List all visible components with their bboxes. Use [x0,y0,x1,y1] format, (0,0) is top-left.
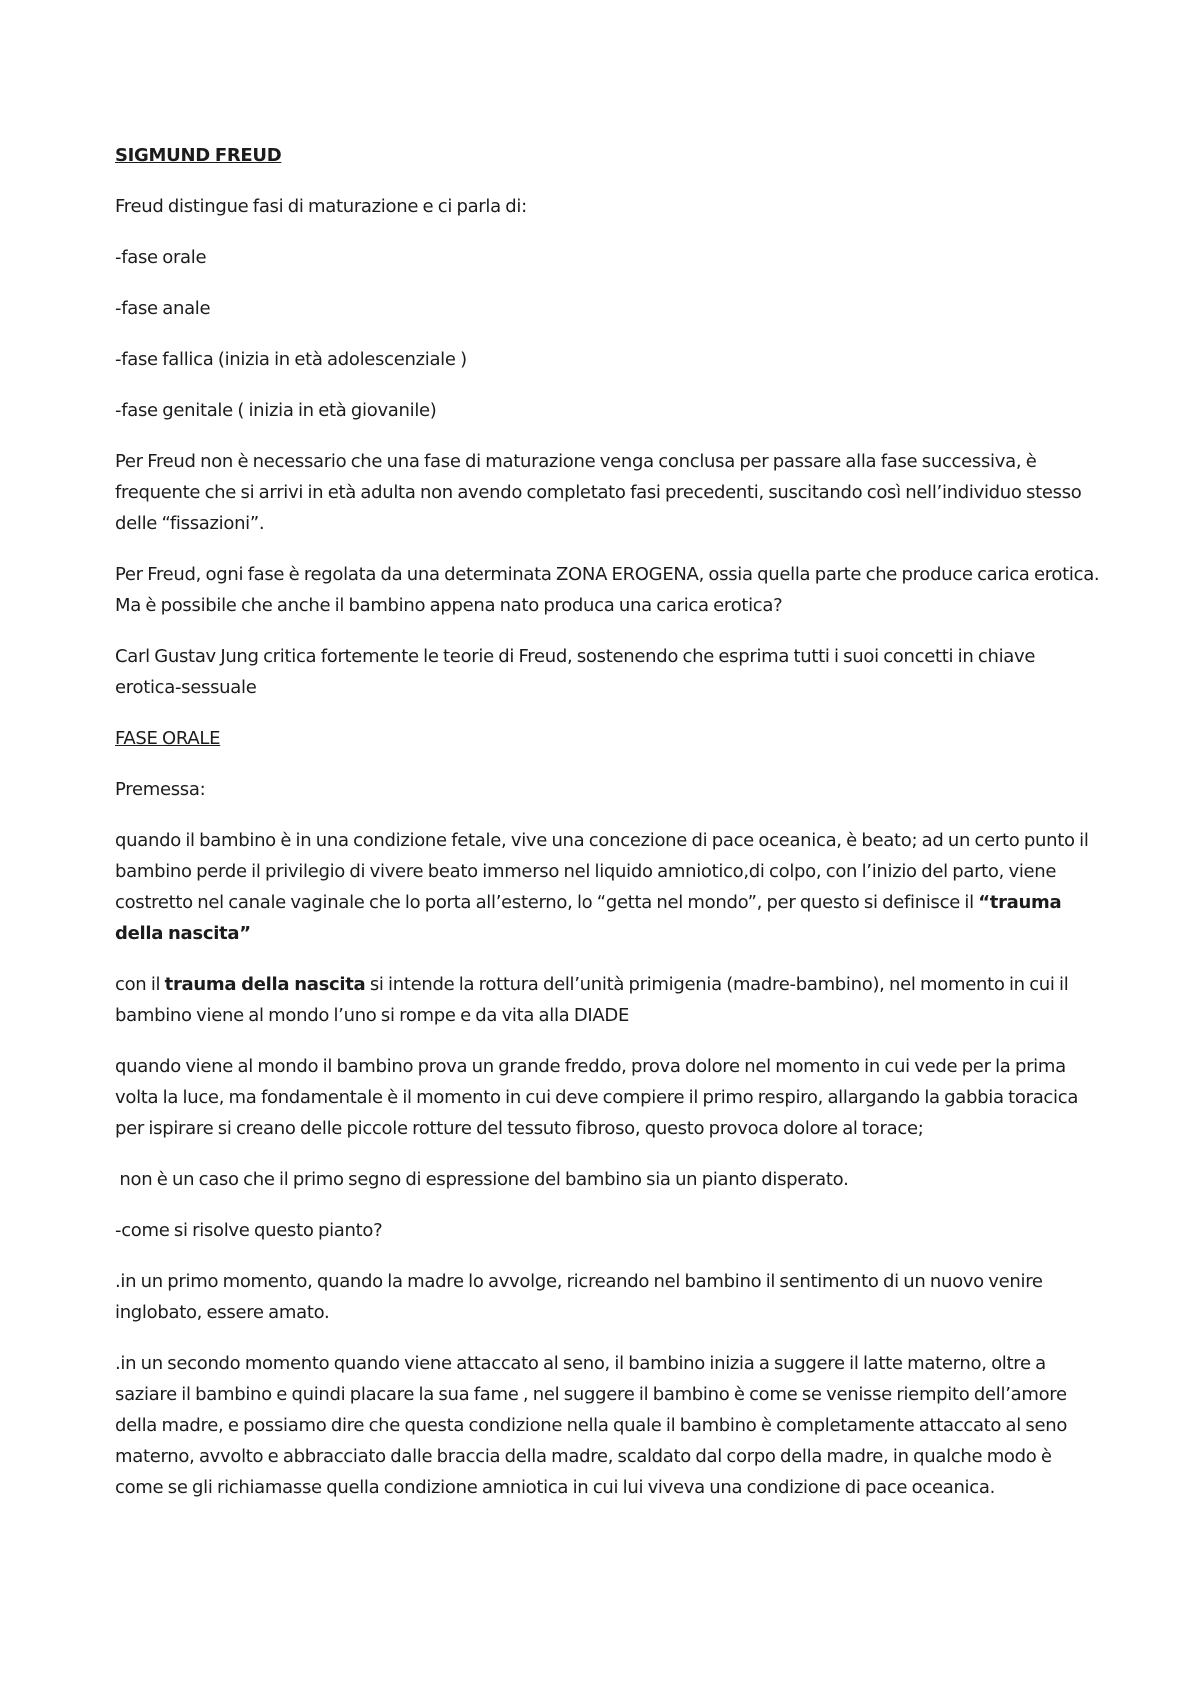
condizione-fetale-paragraph [115,825,1100,949]
fissazioni-paragraph: Per Freud non è necessario che una fase di maturazione venga conclusa per passare alla fase successiva, è frequente che si arrivi in età adulta non avendo completato fasi precedenti, suscitando così nell’individuo stesso delle “fissazioni”. [115,451,1082,534]
trauma-definition-text: si intende la rottura dell’unità primigenia (madre-bambino), nel momento in cui il bambino viene al mondo l’uno si rompe e da vita alla DIADE [115,974,1069,1026]
trauma-nascita-emphasis: “trauma della nascita” [115,892,1062,944]
document-body [115,140,1100,1523]
phase-item-fallica: -fase fallica (inizia in età adolescenziale ) [115,349,467,370]
intro-paragraph: Freud distingue fasi di maturazione e ci parla di: [115,196,527,217]
primo-momento-paragraph: .in un primo momento, quando la madre lo avvolge, ricreando nel bambino il sentimento di un nuovo venire inglobato, essere amato. [115,1271,1043,1323]
condizione-fetale-text: quando il bambino è in una condizione fetale, vive una concezione di pace oceanica, è beato; ad un certo punto il bambino perde il privilegio di vivere beato immerso nel liquido amniotico,di colpo, con l’inizio del parto, viene costretto nel canale vaginale che lo porta all’esterno, lo “getta nel mondo”, per questo si definisce il [115,830,1089,913]
secondo-momento-paragraph: .in un secondo momento quando viene attaccato al seno, il bambino inizia a suggere il latte materno, oltre a saziare il bambino e quindi placare la sua fame , nel suggere il bambino è come se venisse riempito dell’amore della madre, e possiamo dire che questa condizione nella quale il bambino è completamente attaccato al seno materno, avvolto e abbracciato dalle braccia della madre, scaldato dal corpo della madre, in qualche modo è come se gli richiamasse quella condizione amniotica in cui lui viveva una condizione di pace oceanica. [115,1353,1068,1498]
pianto-paragraph: non è un caso che il primo segno di espressione del bambino sia un pianto disperato. [115,1169,849,1190]
grande-freddo-paragraph: quando viene al mondo il bambino prova un grande freddo, prova dolore nel momento in cui vede per la prima volta la luce, ma fondamentale è il momento in cui deve compiere il primo respiro, allargando la gabbia toracica per ispirare si creano delle piccole rotture del tessuto fibroso, questo provoca dolore al torace; [115,1056,1079,1139]
fase-orale-heading: FASE ORALE [115,728,221,749]
risolve-pianto-paragraph: -come si risolve questo pianto? [115,1220,383,1241]
phase-item-genitale: -fase genitale ( inizia in età giovanile) [115,400,437,421]
document-title: SIGMUND FREUD [115,145,282,166]
phase-item-anale: -fase anale [115,298,211,319]
trauma-definition-paragraph [115,969,1100,1031]
premessa-label: Premessa: [115,779,206,800]
trauma-definition-term: trauma della nascita [164,974,366,995]
trauma-definition-lead: con il [115,974,165,995]
phase-item-orale: -fase orale [115,247,207,268]
jung-paragraph: Carl Gustav Jung critica fortemente le teorie di Freud, sostenendo che esprima tutti i suoi concetti in chiave erotica-sessuale [115,646,1036,698]
zona-erogena-paragraph: Per Freud, ogni fase è regolata da una determinata ZONA EROGENA, ossia quella parte che produce carica erotica. Ma è possibile che anche il bambino appena nato produca una carica erotica? [115,564,1100,616]
